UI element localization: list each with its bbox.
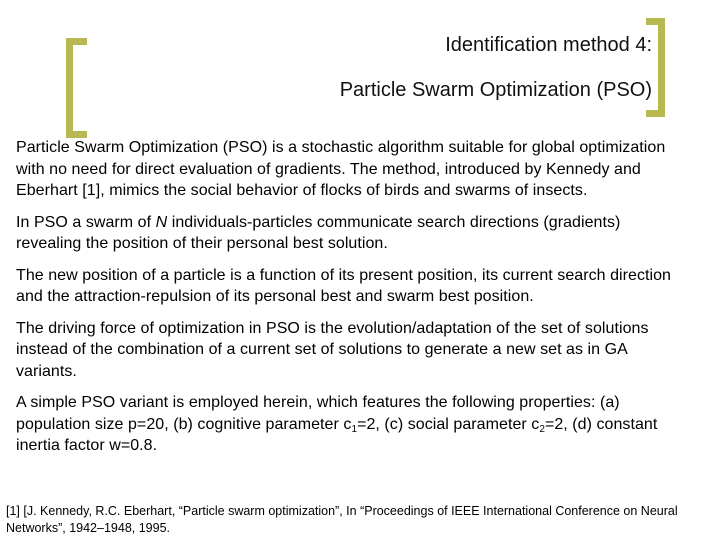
right-bracket-decoration (646, 18, 665, 117)
paragraph-pso-variant (16, 392, 688, 457)
paragraph-swarm-text-a: In PSO a swarm of (16, 213, 156, 231)
paragraph-swarm-italic-n: N (155, 213, 168, 231)
reference-footnote: [1] [J. Kennedy, R.C. Eberhart, “Particle swarm optimization”, In “Proceedings of IEEE International Conference on Neural Networks”, 1942–1948, 1995. (6, 504, 678, 535)
paragraph-driving-force: The driving force of optimization in PSO is the evolution/adaptation of the set of solutions instead of the combination of a current set of solutions to generate a new set as in GA variants. (16, 319, 649, 380)
paragraph-variant-text-a: A simple PSO variant is employed herein, which features the following properties: (a) population size p=20, (b) cognitive parameter c (16, 394, 620, 433)
paragraph-swarm-text-b: individuals-particles communicate search directions (gradients) revealing the position of their personal best solution. (16, 213, 621, 252)
subscript-2: 2 (539, 423, 545, 435)
slide-title-line-1: Identification method 4: (445, 34, 652, 56)
paragraph-variant-text-c: =2, (d) constant inertia factor w=0.8. (16, 415, 658, 454)
slide-title-line-2: Particle Swarm Optimization (PSO) (339, 79, 652, 101)
slide-body (16, 137, 688, 467)
subscript-1: 1 (351, 423, 358, 435)
paragraph-variant-text-b: =2, (c) social parameter c (357, 415, 540, 433)
paragraph-new-position: The new position of a particle is a function of its present position, its current search direction and the attraction-repulsion of its personal best and swarm best position. (16, 266, 672, 305)
paragraph-pso-intro: Particle Swarm Optimization (PSO) is a stochastic algorithm suitable for global optimization with no need for direct evaluation of gradients. The method, introduced by Kennedy and Eberhart [1], mimics the social behavior of flocks of birds and swarms of insects. (16, 139, 666, 199)
paragraph-swarm (16, 212, 688, 255)
left-bracket-decoration (66, 38, 87, 138)
